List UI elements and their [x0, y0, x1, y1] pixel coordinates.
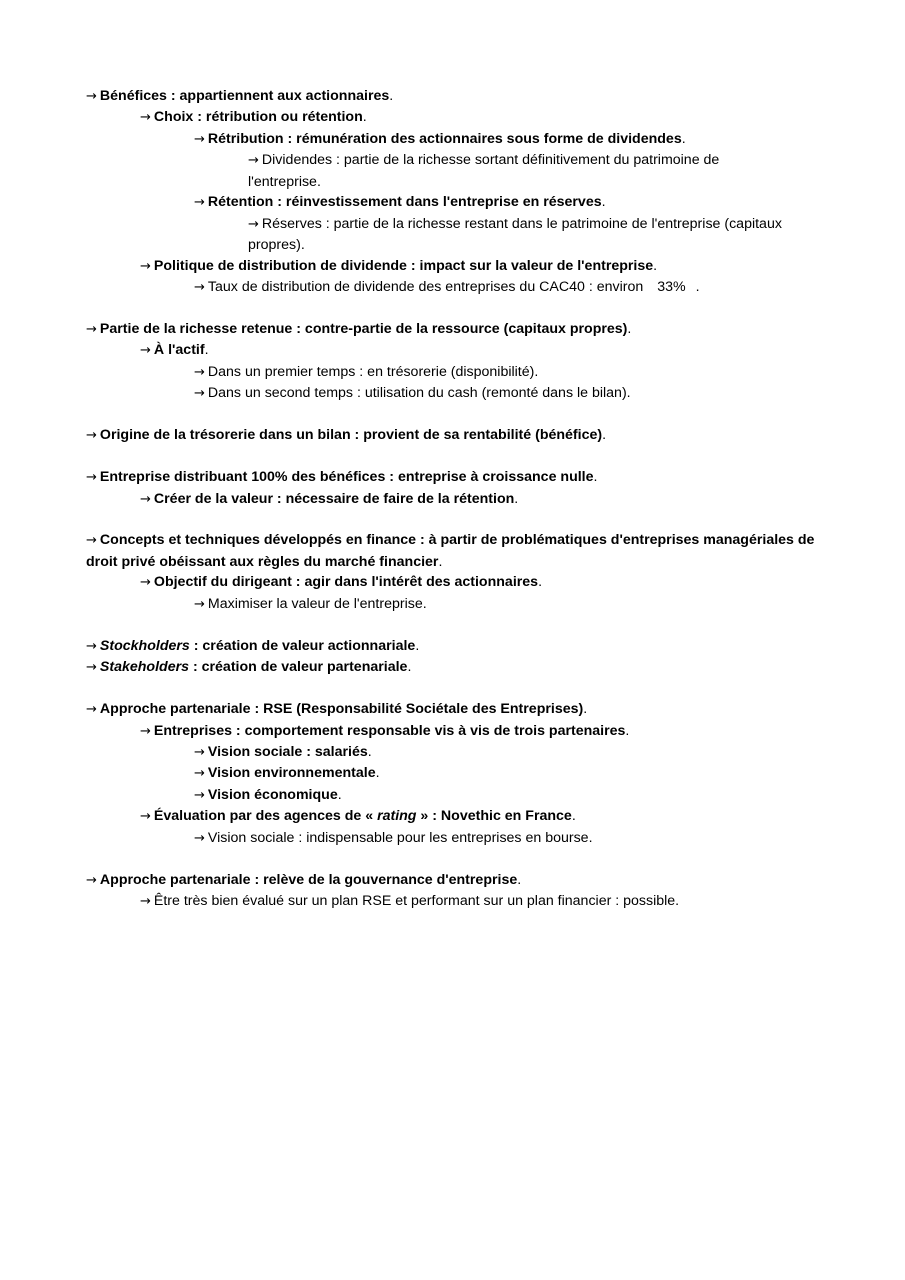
note-line [86, 277, 826, 298]
arrow-icon: → [248, 216, 259, 232]
paragraph-gap [86, 615, 826, 635]
note-punct: . [415, 637, 420, 654]
note-text: Maximiser la valeur de l'entreprise. [207, 595, 427, 612]
note-heading: Concepts et techniques développés en finance : à partir de problématiques d'entreprises managériales de droit privé obéissant aux règles du marché financier [86, 532, 815, 570]
note-heading: Politique de distribution de dividende : impact sur la valeur de l'entreprise [153, 257, 654, 274]
note-heading: : création de valeur actionnariale [189, 637, 416, 654]
note-heading: Partie de la richesse retenue : contre-partie de la ressource (capitaux propres) [99, 320, 628, 337]
arrow-icon: → [140, 110, 151, 126]
note-line [86, 489, 826, 510]
note-line [86, 699, 826, 720]
note-line [86, 319, 826, 340]
arrow-icon: → [140, 491, 151, 507]
note-heading: : création de valeur partenariale [189, 659, 408, 676]
note-line [86, 129, 826, 150]
note-text: Taux de distribution de dividende des entreprises du CAC40 : environ [207, 279, 644, 296]
note-heading: Vision économique [207, 786, 338, 803]
arrow-icon: → [86, 428, 97, 444]
paragraph-gap [86, 447, 826, 467]
note-line [86, 763, 826, 784]
note-punct: . [602, 427, 607, 444]
note-punct: . [583, 701, 588, 718]
note-punct: . [601, 194, 606, 211]
note-heading: Choix : rétribution ou rétention [153, 109, 363, 126]
note-line [86, 383, 826, 404]
arrow-icon: → [86, 470, 97, 486]
note-heading-cont: » : Novethic en France [416, 808, 572, 825]
note-line [86, 636, 826, 657]
note-punct: . [514, 490, 519, 507]
note-punct: . [407, 659, 412, 676]
note-line [86, 721, 826, 742]
note-heading: Créer de la valeur : nécessaire de faire de la rétention [153, 490, 515, 507]
note-punct: . [695, 279, 700, 296]
arrow-icon: → [248, 153, 259, 169]
note-heading: Approche partenariale : RSE (Responsabilité Sociétale des Entreprises) [99, 701, 584, 718]
note-line [86, 572, 826, 593]
note-punct: . [627, 320, 632, 337]
note-term: rating [377, 808, 417, 825]
note-text: Dividendes : partie de la richesse sortant définitivement du patrimoine de l'entreprise. [248, 152, 720, 190]
note-term: Stockholders [99, 637, 190, 654]
note-heading: Entreprises : comportement responsable vis à vis de trois partenaires [153, 722, 626, 739]
arrow-icon: → [194, 744, 205, 760]
arrow-icon: → [86, 533, 97, 549]
arrow-icon: → [194, 131, 205, 147]
arrow-icon: → [194, 386, 205, 402]
note-punct: . [438, 553, 443, 570]
note-punct: . [517, 871, 522, 888]
arrow-icon: → [194, 364, 205, 380]
note-text: Dans un second temps : utilisation du cash (remonté dans le bilan). [207, 385, 631, 402]
arrow-icon: → [194, 830, 205, 846]
note-line [86, 86, 826, 107]
note-line [86, 107, 826, 128]
note-text: Dans un premier temps : en trésorerie (disponibilité). [207, 363, 539, 380]
arrow-icon: → [140, 258, 151, 274]
note-line [86, 870, 826, 891]
note-heading: Approche partenariale : relève de la gouvernance d'entreprise [99, 871, 518, 888]
note-text: Réserves : partie de la richesse restant dans le patrimoine de l'entreprise (capitaux propres). [248, 215, 782, 254]
note-punct: . [375, 765, 380, 782]
arrow-icon: → [194, 766, 205, 782]
paragraph-gap [86, 510, 826, 530]
paragraph-gap [86, 405, 826, 425]
note-punct: . [681, 130, 686, 147]
note-text: Vision sociale : indispensable pour les entreprises en bourse. [207, 829, 593, 846]
arrow-icon: → [194, 787, 205, 803]
note-punct: . [337, 786, 342, 803]
note-line [86, 806, 826, 827]
note-punct: . [593, 469, 598, 486]
arrow-icon: → [140, 809, 151, 825]
document-page [86, 86, 826, 913]
note-line [86, 828, 826, 849]
note-text: Être très bien évalué sur un plan RSE et performant sur un plan financier : possible. [153, 893, 680, 910]
note-heading: Objectif du dirigeant : agir dans l'intérêt des actionnaires [153, 574, 539, 591]
arrow-icon: → [86, 702, 97, 718]
note-punct: . [571, 808, 576, 825]
arrow-icon: → [140, 343, 151, 359]
note-heading: Rétention : réinvestissement dans l'entreprise en réserves [207, 194, 602, 211]
note-heading: Vision sociale : salariés [207, 743, 368, 760]
note-punct: . [367, 743, 372, 760]
note-heading: Vision environnementale [207, 765, 376, 782]
note-line [86, 657, 826, 678]
arrow-icon: → [194, 596, 205, 612]
note-heading: Entreprise distribuant 100% des bénéfices : entreprise à croissance nulle [99, 469, 594, 486]
arrow-icon: → [140, 894, 151, 910]
note-line [86, 742, 826, 763]
note-line [86, 594, 826, 615]
note-line [86, 530, 826, 572]
arrow-icon: → [86, 638, 97, 654]
arrow-icon: → [194, 280, 205, 296]
note-line [86, 192, 826, 213]
note-term: Stakeholders [99, 659, 190, 676]
arrow-icon: → [86, 89, 97, 104]
arrow-icon: → [140, 575, 151, 591]
note-line [86, 256, 826, 277]
note-punct: . [389, 88, 394, 104]
note-heading: Origine de la trésorerie dans un bilan : provient de sa rentabilité (bénéfice) [99, 427, 603, 444]
note-line [86, 214, 788, 256]
note-punct: . [653, 257, 658, 274]
note-line [86, 340, 826, 361]
note-punct: . [625, 722, 630, 739]
note-punct: . [362, 109, 367, 126]
paragraph-gap [86, 849, 826, 869]
note-heading: Bénéfices : appartiennent aux actionnaires [99, 88, 390, 104]
note-heading: Évaluation par des agences de « [153, 808, 378, 825]
note-punct: . [538, 574, 543, 591]
arrow-icon: → [86, 321, 97, 337]
arrow-icon: → [86, 660, 97, 676]
arrow-icon: → [194, 195, 205, 211]
arrow-icon: → [140, 723, 151, 739]
note-line [86, 467, 826, 488]
arrow-icon: → [86, 872, 97, 888]
note-line [86, 891, 826, 912]
note-punct: . [204, 342, 209, 359]
note-line [86, 785, 826, 806]
note-line [86, 150, 788, 192]
note-heading: À l'actif [153, 342, 205, 359]
paragraph-gap [86, 679, 826, 699]
note-line [86, 362, 826, 383]
dividend-rate-value: 33% [657, 279, 686, 296]
note-line [86, 425, 826, 446]
note-heading: Rétribution : rémunération des actionnaires sous forme de dividendes [207, 130, 682, 147]
paragraph-gap [86, 299, 826, 319]
